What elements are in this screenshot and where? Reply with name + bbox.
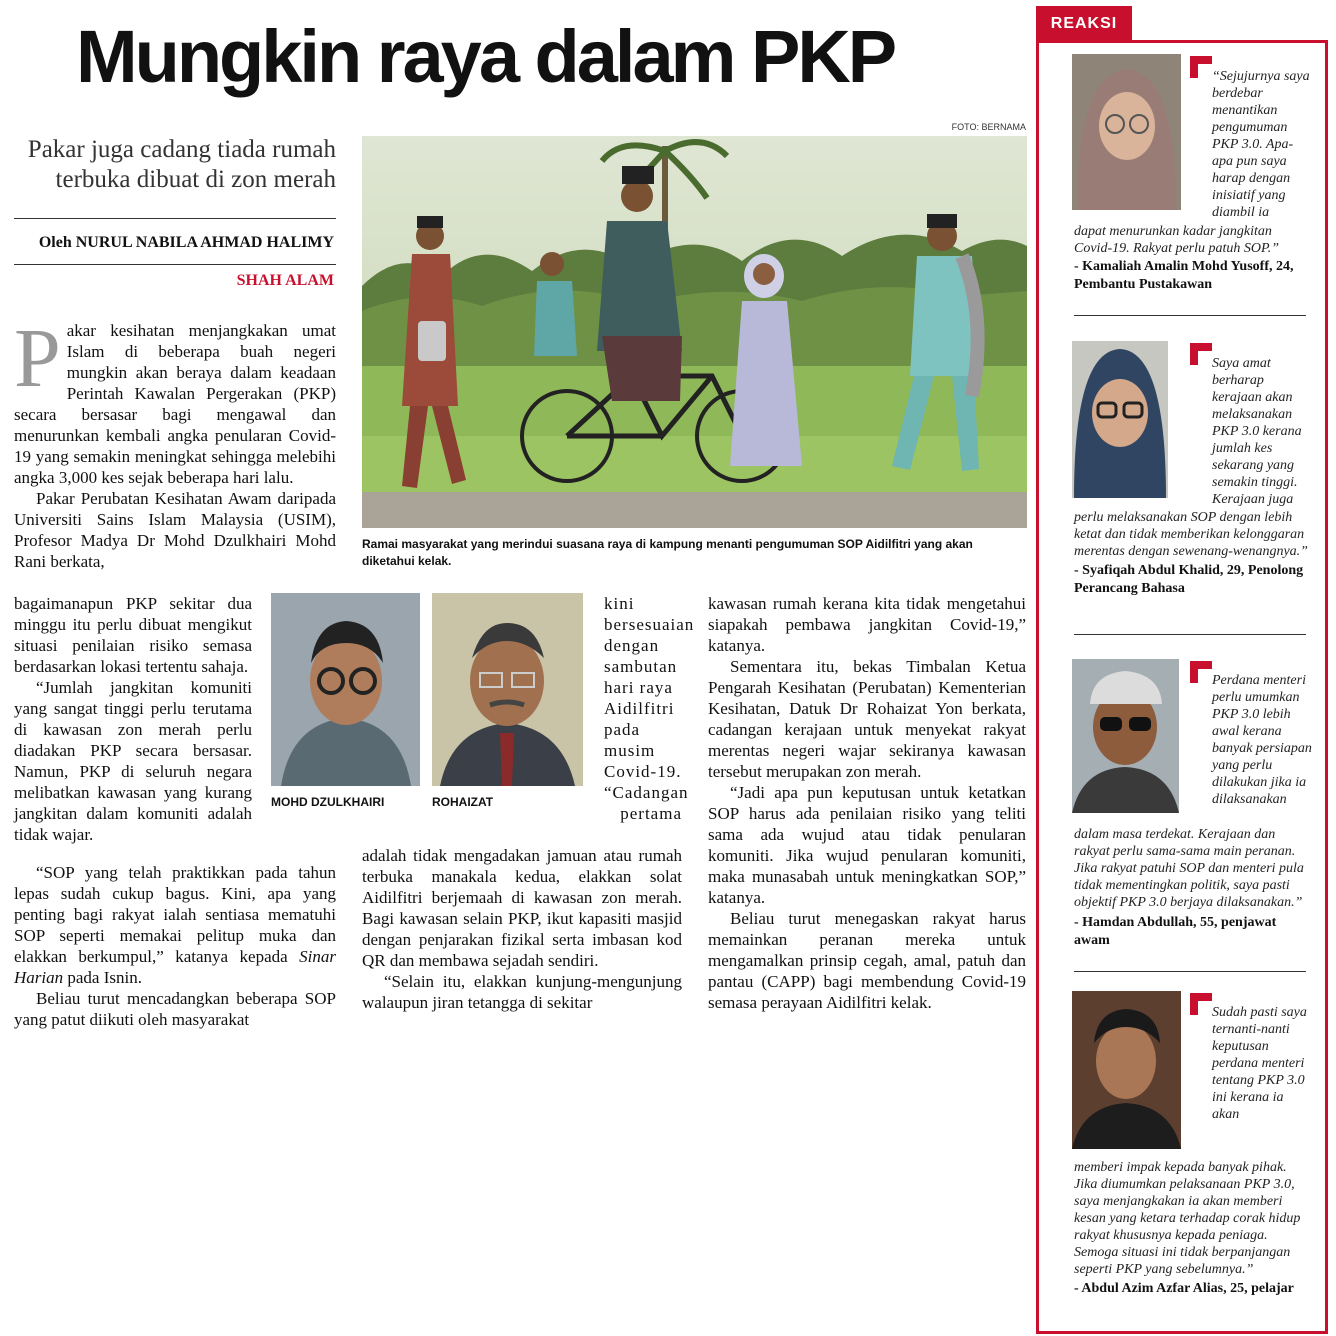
reaksi-quote: dalam masa terdekat. Kerajaan dan rakyat perlu sama-sama main peranan. Jika rakyat patuhi SOP dan menteri pula tidak mementingkan politik, saya pasti objektif PKP 3.0 berjaya dilaksanakan.” <box>1074 827 1304 910</box>
quote-mark-icon <box>1190 661 1212 683</box>
paragraph: Sementara itu, bekas Timbalan Ketua Pengarah Kesihatan (Perubatan) Kementerian Kesihatan, Datuk Dr Rohaizat Yon berkata, cadangan kerajaan untuk menyekat rakyat merentas negeri wajar sekiranya kawasan tersebut merupakan zon merah. <box>708 657 1026 781</box>
paragraph: pada Isnin. <box>67 968 142 987</box>
paragraph: bagaimanapun PKP sekitar dua minggu itu perlu dibuat mengikut situasi penilaian risiko semasa berdasarkan lokasi tertentu sahaja. <box>14 594 252 676</box>
quote-mark-icon <box>1190 343 1212 365</box>
portrait-caption: MOHD DZULKHAIRI <box>271 795 385 809</box>
divider <box>14 218 336 219</box>
reaksi-quote: “Sejujurnya saya berdebar menantikan pengumuman PKP 3.0. Apa-apa pun saya harap dengan inisiatif yang diambil ia <box>1212 69 1310 220</box>
paragraph: kawasan rumah kerana kita tidak mengetahui siapakah pembawa jangkitan Covid-19,” katanya. <box>708 594 1026 655</box>
reaksi-photo-syafiqah <box>1072 341 1168 498</box>
divider <box>1074 315 1306 316</box>
reaksi-photo-kamaliah <box>1072 54 1181 210</box>
reaksi-photo-azim <box>1072 991 1181 1149</box>
reaksi-quote: perlu melaksanakan SOP dengan lebih ketat dan tidak memberikan kelonggaran merentas dengan sewenang-wenangnya.” <box>1074 510 1308 559</box>
article-column-3 <box>708 593 1026 1013</box>
quote-mark-icon <box>1190 56 1212 78</box>
article-column-1 <box>14 312 336 572</box>
reaksi-quote: Sudah pasti saya ternanti-nanti keputusan perdana menteri tentang PKP 3.0 ini kerana ia akan <box>1212 1005 1307 1122</box>
paragraph: “Selain itu, elakkan kunjung-mengunjung walaupun jiran tetangga di sekitar <box>362 972 682 1012</box>
article-column-1-bottom <box>14 862 336 1030</box>
paragraph: adalah tidak mengadakan jamuan atau rumah terbuka manakala kedua, elakkan solat Aidilfitri berjemaah di kawasan zon merah. Bagi kawasan selain PKP, ikut kapasiti masjid dengan penjarakan fizikal serta imbasan kod QR dan membawa sejadah sendiri. <box>362 846 682 970</box>
portrait-rohaizat <box>432 593 583 786</box>
paragraph: Pakar Perubatan Kesihatan Awam daripada Universiti Sains Islam Malaysia (USIM), Profesor Madya Dr Mohd Dzulkhairi Mohd Rani berkata, <box>14 489 336 571</box>
divider <box>1074 634 1306 635</box>
byline: Oleh NURUL NABILA AHMAD HALIMY <box>38 234 334 251</box>
deck: Pakar juga cadang tiada rumah terbuka dibuat di zon merah <box>27 136 336 193</box>
headline: Mungkin raya dalam PKP <box>76 15 895 98</box>
photo-credit: FOTO: BERNAMA <box>951 122 1026 132</box>
reaksi-attribution: - Hamdan Abdullah, 55, penjawat awam <box>1074 915 1277 948</box>
reaksi-quote: memberi impak kepada banyak pihak. Jika diumumkan pelaksanaan PKP 3.0, saya menjangkakan ia akan memberi kesan yang ketara terhadap corak hidup rakyat khususnya kepada peniaga. Semoga situasi ini tidak berpanjangan seperti PKP yang sebelumnya.” <box>1074 1160 1301 1277</box>
reaksi-attribution: - Syafiqah Abdul Khalid, 29, Penolong Perancang Bahasa <box>1074 563 1304 596</box>
main-photo <box>362 136 1027 528</box>
article-column-2 <box>362 845 682 1013</box>
paragraph: “Cadangan pertama <box>604 783 689 823</box>
quote-mark-icon <box>1190 993 1212 1015</box>
dateline: SHAH ALAM <box>236 272 334 289</box>
paragraph: “Jadi apa pun keputusan untuk ketatkan SOP harus ada penilaian risiko yang teliti sama ada wujud atau tidak penularan komuniti. Jika wujud penularan komuniti, maka munasabah untuk meningkatkan SOP,” katanya. <box>708 783 1026 907</box>
reaksi-quote: Saya amat berharap kerajaan akan melaksanakan PKP 3.0 kerana jumlah kes sekarang yang semakin tinggi. Kerajaan juga <box>1212 356 1302 507</box>
reaksi-attribution: - Abdul Azim Azfar Alias, 25, pelajar <box>1074 1281 1294 1296</box>
family-cycling-illustration <box>362 136 1027 528</box>
portrait-dzulkhairi <box>271 593 420 786</box>
reaksi-quote: Perdana menteri perlu umumkan PKP 3.0 lebih awal kerana banyak persiapan yang perlu dilakukan jika ia dilaksanakan <box>1212 673 1312 807</box>
reaksi-quote: dapat menurunkan kadar jangkitan Covid-19. Rakyat perlu patuh SOP.” <box>1074 224 1280 256</box>
paragraph: Beliau turut menegaskan rakyat harus memainkan peranan mereka untuk mengamalkan prinsip cegah, amal, patuh dan pantau (CAPP) bagi membendung Covid-19 semasa perayaan Aidilfitri kelak. <box>708 909 1026 1012</box>
article-column-2-narrow <box>604 593 695 824</box>
publication-name: Sinar Harian <box>14 947 336 987</box>
paragraph: akar kesihatan menjangkakan umat Islam di beberapa buah negeri mungkin akan beraya dalam keadaan Perintah Kawalan Pergerakan (PKP) secara bersasar bagi mengawal dan menurunkan kembali angka penularan Covid-19 yang semakin meningkat sehingga melebihi angka 3,000 kes sejak beberapa hari lalu. <box>14 321 336 487</box>
reaksi-label: REAKSI <box>1036 6 1132 40</box>
portrait-caption: ROHAIZAT <box>432 795 494 809</box>
divider <box>1074 971 1306 972</box>
dropcap: P <box>14 312 61 405</box>
paragraph: “Jumlah jangkitan komuniti yang sangat tinggi perlu terutama di kawasan zon merah perlu diadakan PKP secara bersasar. Namun, PKP di seluruh negara melibatkan kawasan yang kurang jangkitan dalam komuniti adalah tidak wajar. <box>14 678 252 844</box>
reaksi-photo-hamdan <box>1072 659 1179 813</box>
photo-caption: Ramai masyarakat yang merindui suasana raya di kampung menanti pengumuman SOP Aidilfitri yang akan diketahui kelak. <box>362 537 973 568</box>
divider <box>14 264 336 265</box>
article-column-1-lower <box>14 593 252 845</box>
paragraph: Beliau turut mencadangkan beberapa SOP yang patut diikuti oleh masyarakat <box>14 989 336 1029</box>
reaksi-attribution: - Kamaliah Amalin Mohd Yusoff, 24, Pembantu Pustakawan <box>1074 259 1294 292</box>
paragraph: “SOP yang telah praktikkan pada tahun lepas sudah cukup bagus. Kini, apa yang penting bagi rakyat ialah sentiasa mematuhi SOP seperti memakai pelitup muka dan elakkan berkumpul,” katanya kepada <box>14 863 336 966</box>
paragraph: kini bersesuaian dengan sambutan hari raya Aidilfitri pada musim Covid-19. <box>604 594 695 781</box>
